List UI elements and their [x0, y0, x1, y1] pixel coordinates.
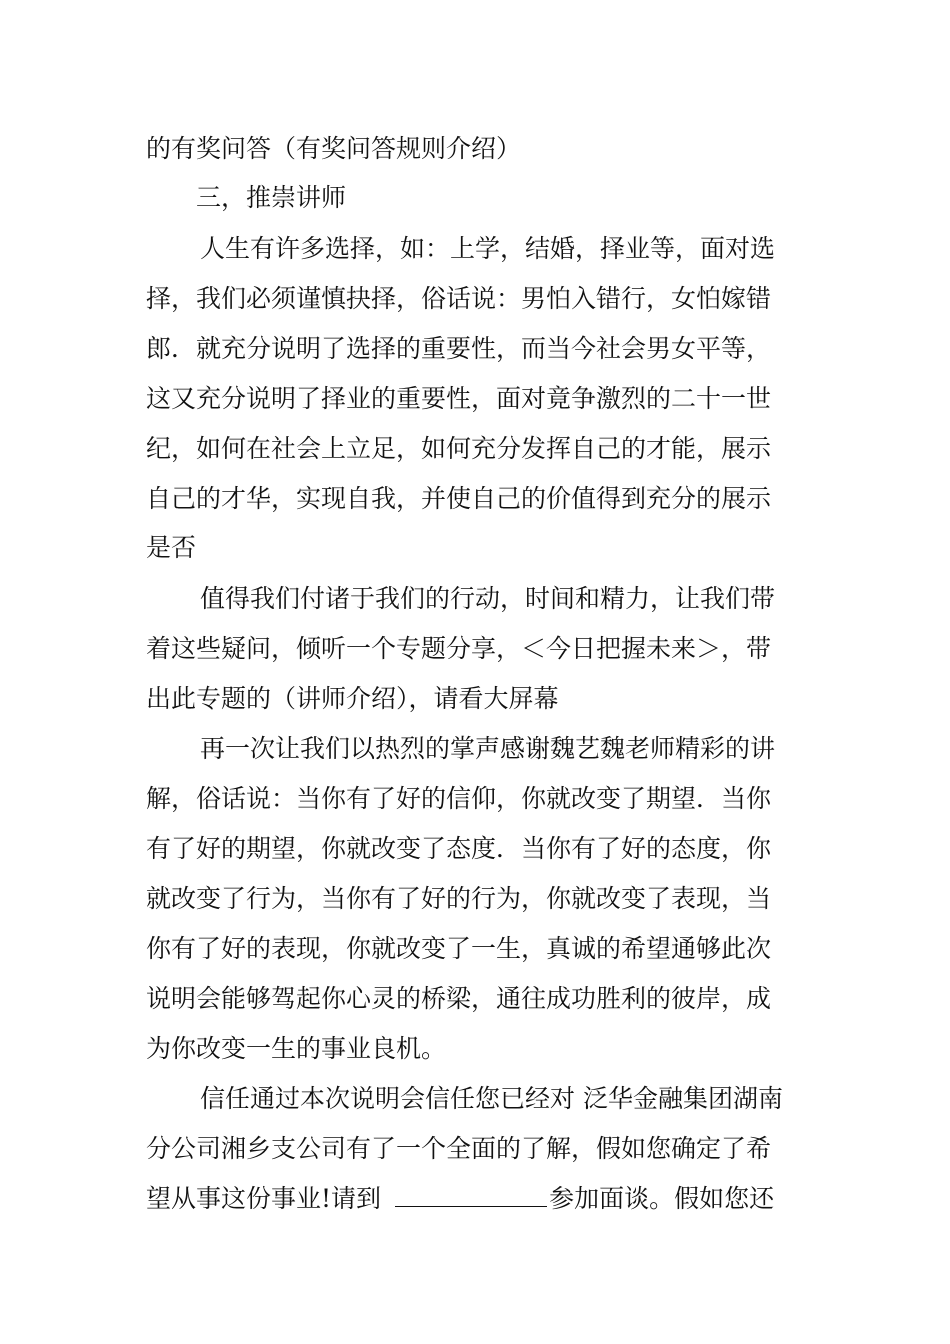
text-line: 自己的才华，实现自我，并使自己的价值得到充分的展示: [146, 484, 772, 513]
text-line: 值得我们付诸于我们的行动，时间和精力，让我们带: [200, 584, 776, 613]
text-line: 分公司湘乡支公司有了一个全面的了解，假如您确定了希: [146, 1134, 772, 1163]
text-line: 解，俗话说：当你有了好的信仰，你就改变了期望．当你: [146, 784, 772, 813]
text-line: 的有奖问答（有奖问答规则介绍）: [146, 134, 522, 163]
text-after-blank: 参加面谈。假如您还: [549, 1184, 775, 1213]
section-heading: 三，推崇讲师: [196, 183, 347, 212]
text-line: 为你改变一生的事业良机。: [146, 1034, 447, 1063]
text-line-with-blank: [146, 1184, 774, 1214]
text-line: 出此专题的（讲师介绍），请看大屏幕: [146, 684, 559, 713]
text-line: 纪，如何在社会上立足，如何充分发挥自己的才能，展示: [146, 434, 772, 463]
text-before-blank: 望从事这份事业!请到: [146, 1184, 382, 1213]
text-line: 这又充分说明了择业的重要性，面对竟争激烈的二十一世: [146, 384, 772, 413]
text-line: 人生有许多选择，如：上学，结婚，择业等，面对选: [200, 234, 776, 263]
text-line: 就改变了行为，当你有了好的行为，你就改变了表现，当: [146, 884, 772, 913]
text-line: 郎．就充分说明了选择的重要性，而当今社会男女平等，: [146, 334, 772, 363]
text-line: 有了好的期望，你就改变了态度．当你有了好的态度，你: [146, 834, 772, 863]
text-line: 再一次让我们以热烈的掌声感谢魏艺魏老师精彩的讲: [200, 734, 776, 763]
text-line: 着这些疑问，倾听一个专题分享，＜今日把握未来＞，带: [146, 634, 772, 663]
text-line: 择，我们必须谨慎抉择，俗话说：男怕入错行，女怕嫁错: [146, 284, 772, 313]
fill-in-blank: [395, 1184, 547, 1207]
text-line: 信任通过本次说明会信任您已经对 泛华金融集团湖南: [200, 1084, 783, 1113]
text-line: 你有了好的表现，你就改变了一生，真诚的希望通够此次: [146, 934, 772, 963]
text-line: 说明会能够驾起你心灵的桥梁，通往成功胜利的彼岸，成: [146, 984, 772, 1013]
text-line: 是否: [146, 533, 197, 562]
